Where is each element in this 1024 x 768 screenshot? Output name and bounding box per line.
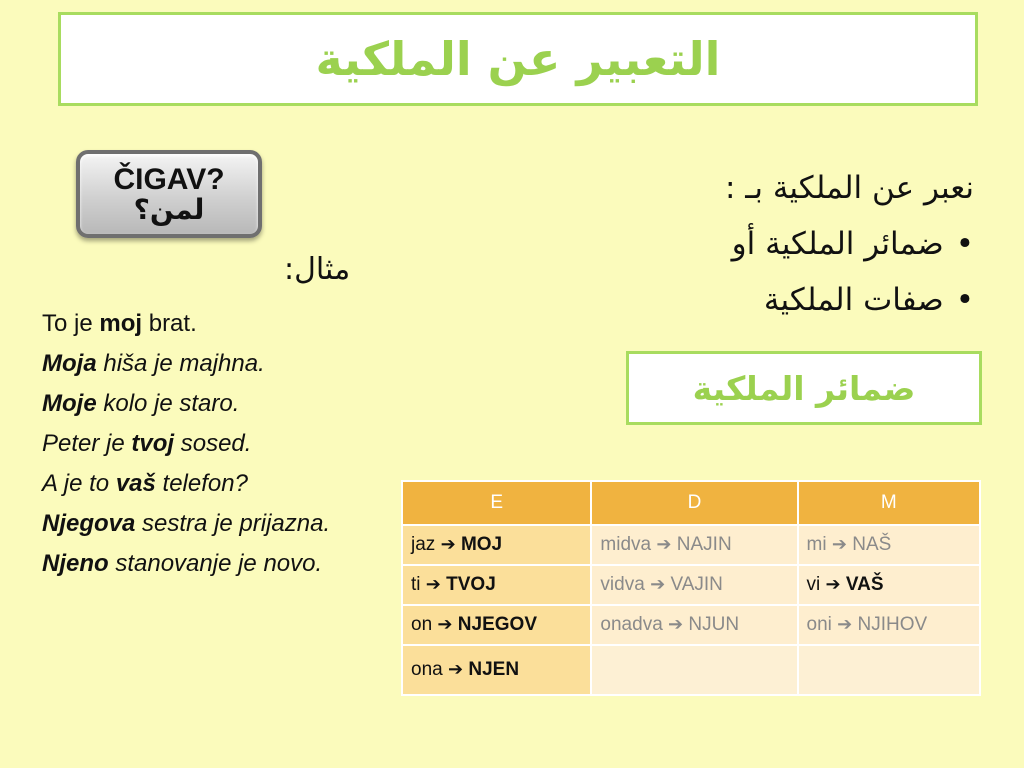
bullet-icon: • <box>955 282 974 318</box>
arrow-right-icon: ➔ <box>440 534 456 554</box>
arrow-right-icon: ➔ <box>837 614 853 634</box>
intro-text <box>594 160 974 328</box>
table-cell: mi ➔ NAŠ <box>798 525 980 565</box>
arrow-right-icon: ➔ <box>825 574 841 594</box>
example-sentence: A je to vaš telefon? <box>42 470 248 497</box>
arrow-right-icon: ➔ <box>447 659 464 679</box>
arrow-right-icon: ➔ <box>650 574 666 594</box>
example-label: مثال: <box>284 252 351 287</box>
table-cell: vidva ➔ VAJIN <box>591 565 797 605</box>
table-cell: ti ➔ TVOJ <box>402 565 591 605</box>
intro-heading: نعبر عن الملكية بـ : <box>724 170 974 206</box>
arrow-right-icon: ➔ <box>425 574 441 594</box>
example-sentence: Njeno stanovanje je novo. <box>42 550 323 577</box>
table-cell: onadva ➔ NJUN <box>591 605 797 645</box>
table-row <box>402 645 980 695</box>
table-cell: midva ➔ NAJIN <box>591 525 797 565</box>
question-button-arabic: لمن؟ <box>133 193 205 227</box>
table-row <box>402 525 980 565</box>
subtitle: ضمائر الملكية <box>692 368 916 408</box>
column-header: D <box>591 481 797 525</box>
table-row <box>402 605 980 645</box>
examples-list <box>42 308 342 588</box>
table-cell: vi ➔ VAŠ <box>798 565 980 605</box>
question-button[interactable] <box>76 150 262 238</box>
bullet-icon: • <box>955 226 974 262</box>
arrow-right-icon: ➔ <box>831 534 847 554</box>
table-cell <box>591 645 797 695</box>
column-header: M <box>798 481 980 525</box>
table-cell: oni ➔ NJIHOV <box>798 605 980 645</box>
arrow-right-icon: ➔ <box>437 614 453 634</box>
table-cell: jaz ➔ MOJ <box>402 525 591 565</box>
pronoun-table <box>401 480 981 696</box>
arrow-right-icon: ➔ <box>668 614 684 634</box>
subtitle-box <box>626 351 982 425</box>
table-header-row <box>402 481 980 525</box>
question-button-latin: ČIGAV? <box>113 162 225 196</box>
table-row <box>402 565 980 605</box>
example-sentence: Peter je tvoj sosed. <box>42 430 252 457</box>
title-box <box>58 12 978 106</box>
table-cell: on ➔ NJEGOV <box>402 605 591 645</box>
example-sentence: Njegova sestra je prijazna. <box>42 510 331 537</box>
example-sentence: To je moj brat. <box>42 310 197 337</box>
example-sentence: Moje kolo je staro. <box>42 390 240 417</box>
page-title: التعبير عن الملكية <box>315 32 721 86</box>
column-header: E <box>402 481 591 525</box>
intro-bullet: •ضمائر الملكية أو <box>731 226 974 262</box>
intro-bullet: •صفات الملكية <box>763 282 974 318</box>
table-cell: ona ➔ NJEN <box>402 645 591 695</box>
arrow-right-icon: ➔ <box>656 534 672 554</box>
table-cell <box>798 645 980 695</box>
example-sentence: Moja hiša je majhna. <box>42 350 265 377</box>
